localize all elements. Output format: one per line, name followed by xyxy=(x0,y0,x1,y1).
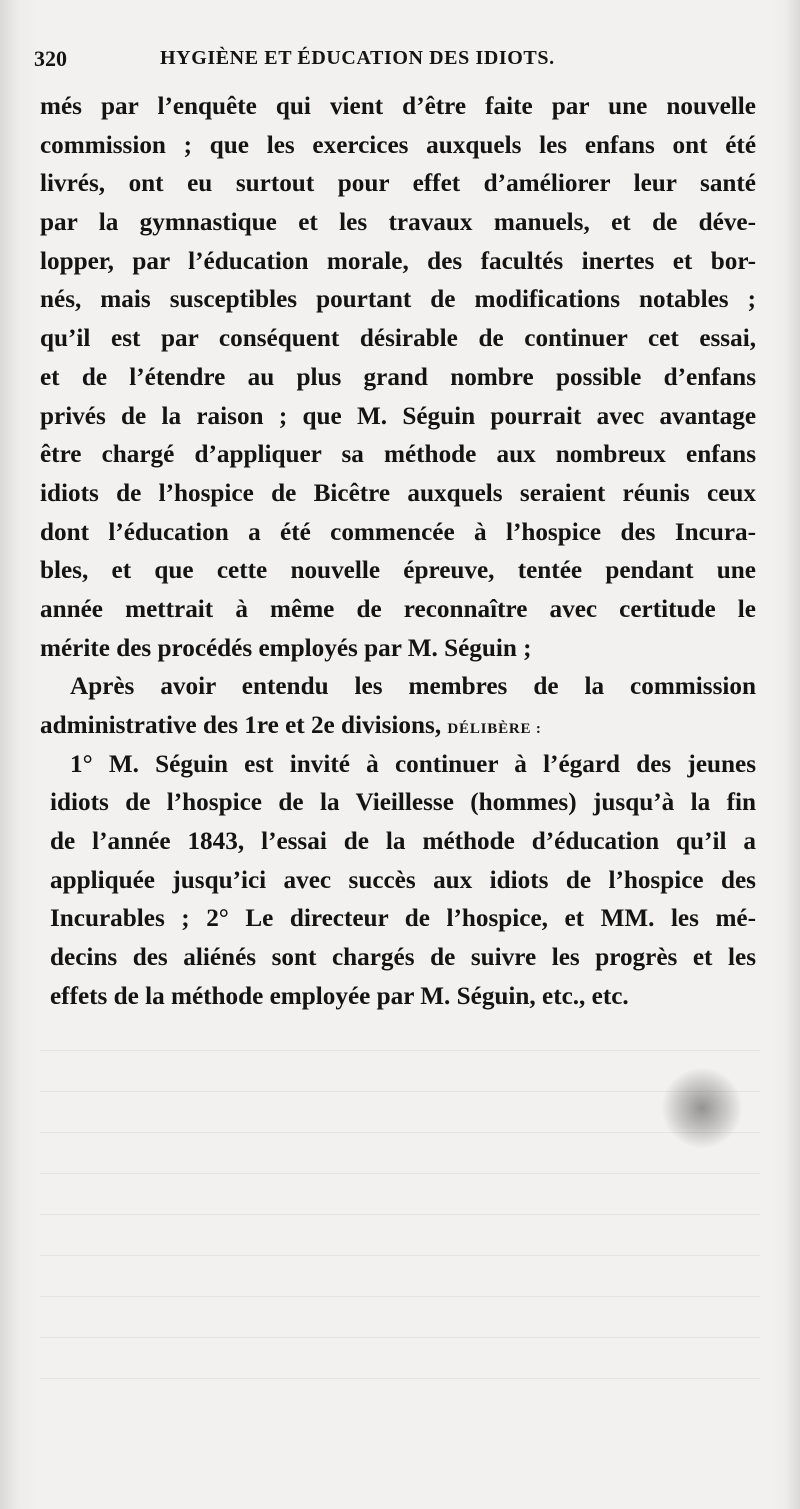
text-line: idiots de l’hospice de la Vieillesse (hommes) jusqu’à la fin xyxy=(50,789,756,817)
body-text xyxy=(40,88,756,1017)
running-head: HYGIÈNE ET ÉDUCATION DES IDIOTS. xyxy=(160,47,555,69)
text-line: par la gymnastique et les travaux manuels, et de déve- xyxy=(40,209,756,237)
text-line: livrés, ont eu surtout pour effet d’améliorer leur santé xyxy=(40,170,756,198)
text-line: privés de la raison ; que M. Séguin pourrait avec avantage xyxy=(40,402,756,430)
text-line: 1° M. Séguin est invité à continuer à l’égard des jeunes xyxy=(70,750,756,778)
text-line: appliquée jusqu’ici avec succès aux idiots de l’hospice des xyxy=(50,866,756,894)
page-header xyxy=(34,46,754,76)
text-line: année mettrait à même de reconnaître avec certitude le xyxy=(40,595,756,623)
text-line: effets de la méthode employée par M. Séguin, etc., etc. xyxy=(50,982,629,1010)
page-number: 320 xyxy=(34,46,67,71)
text-line: de l’année 1843, l’essai de la méthode d’éducation qu’il a xyxy=(50,828,756,856)
text-line: commission ; que les exercices auxquels les enfans ont été xyxy=(40,131,756,159)
ink-smudge xyxy=(662,1068,742,1148)
text-line: idiots de l’hospice de Bicêtre auxquels seraient réunis ceux xyxy=(40,479,756,507)
text-line: être chargé d’appliquer sa méthode aux nombreux enfans xyxy=(40,441,756,469)
divisions-text: administrative des 1re et 2e divisions, xyxy=(40,712,442,739)
text-line xyxy=(40,707,756,746)
text-line: mérite des procédés employés par M. Séguin ; xyxy=(40,634,532,662)
delibere-label: DÉLIBÈRE : xyxy=(447,721,542,737)
text-line: qu’il est par conséquent désirable de continuer cet essai, xyxy=(40,325,756,353)
text-line: et de l’étendre au plus grand nombre possible d’enfans xyxy=(40,363,756,391)
text-line: decins des aliénés sont chargés de suivre les progrès et les xyxy=(50,944,756,972)
text-line: bles, et que cette nouvelle épreuve, tentée pendant une xyxy=(40,557,756,585)
show-through-text xyxy=(40,1010,760,1390)
text-line: més par l’enquête qui vient d’être faite par une nouvelle xyxy=(40,93,756,120)
text-line: dont l’éducation a été commencée à l’hospice des Incura- xyxy=(40,518,756,546)
text-line: nés, mais susceptibles pourtant de modifications notables ; xyxy=(40,286,756,314)
text-line: Après avoir entendu les membres de la commission xyxy=(70,673,756,701)
text-line: lopper, par l’éducation morale, des facultés inertes et bor- xyxy=(40,247,756,275)
text-line: Incurables ; 2° Le directeur de l’hospice, et MM. les mé- xyxy=(50,905,756,933)
